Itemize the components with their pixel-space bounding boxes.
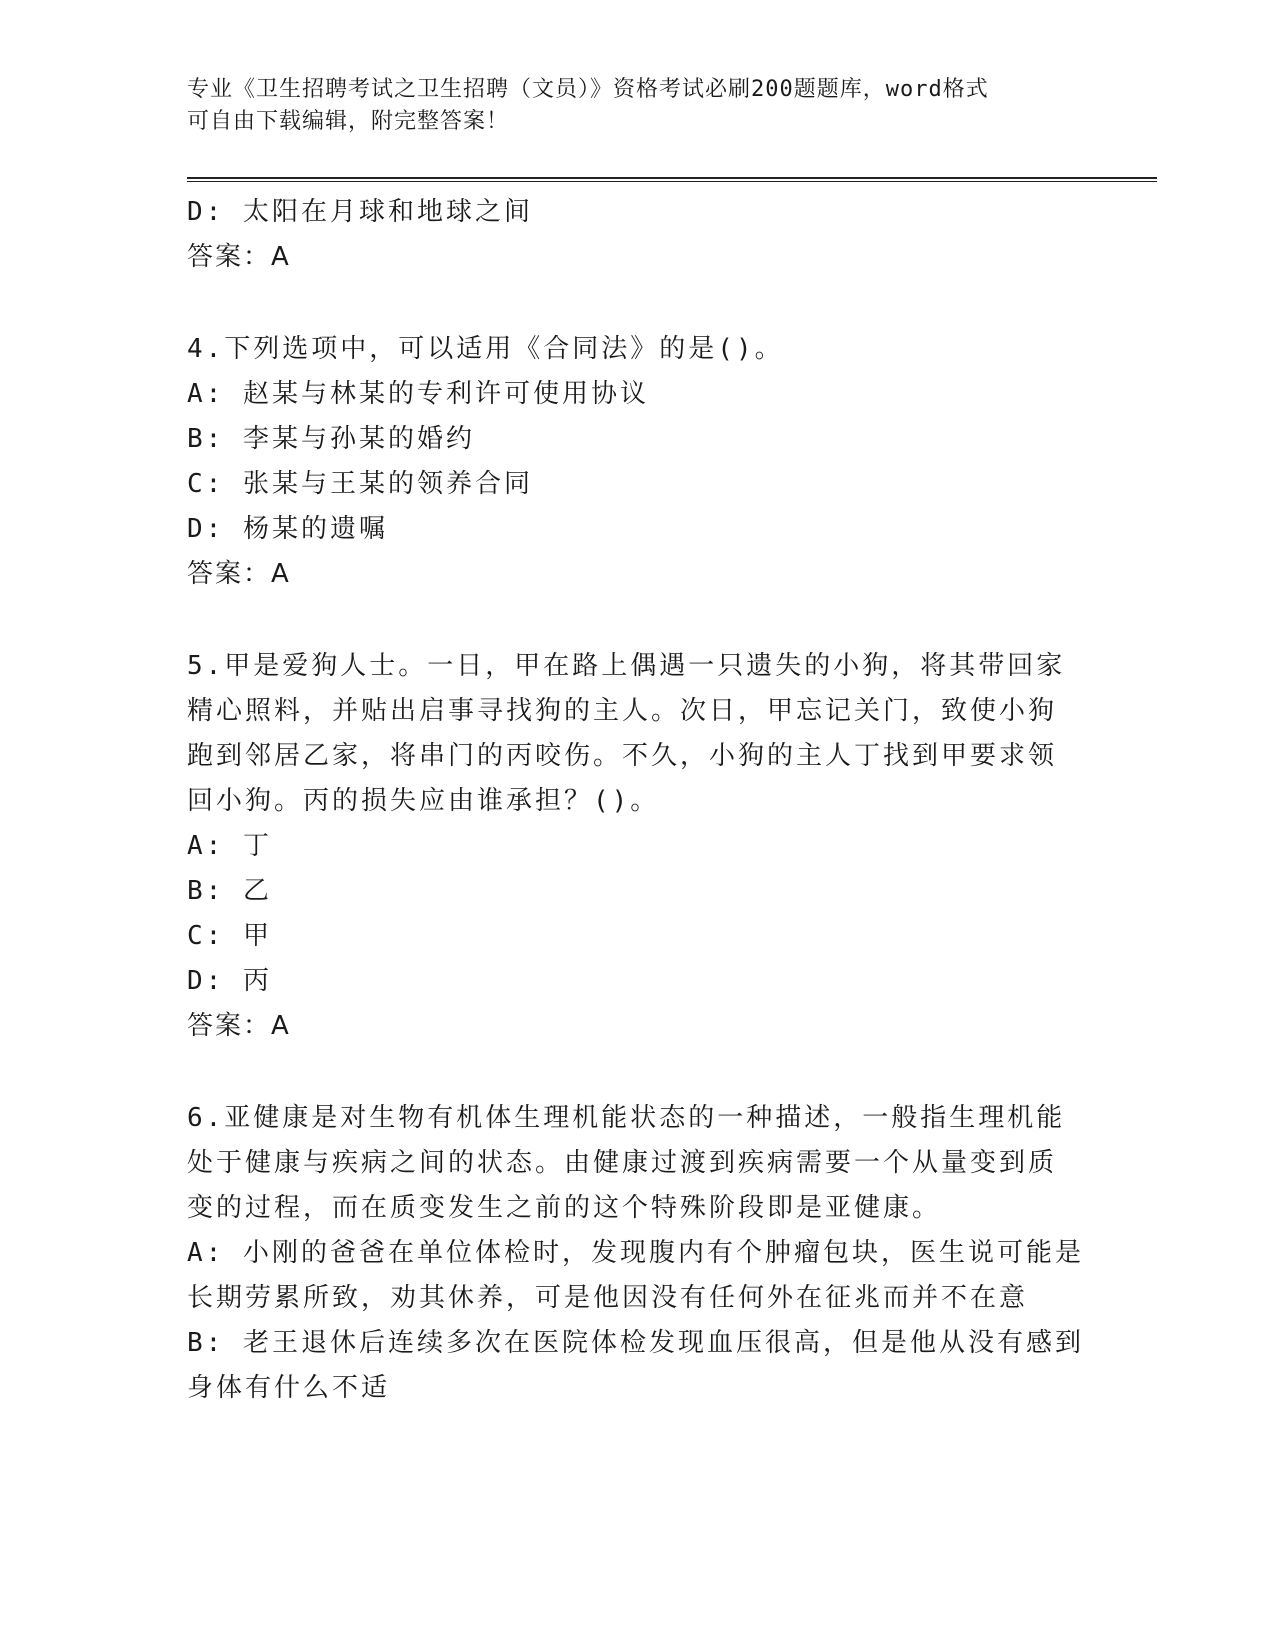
document-body <box>187 190 1087 1411</box>
header-divider-thin <box>187 181 1157 182</box>
question-stem-line-1: 5.甲是爱狗人士。一日，甲在路上偶遇一只遗失的小狗，将其带回家 <box>187 651 1066 681</box>
question-stem-line-4: 回小狗。丙的损失应由谁承担？()。 <box>187 786 660 816</box>
question-4 <box>187 327 1087 597</box>
prev-question-tail <box>187 190 1087 280</box>
option-d: D: 杨某的遗嘱 <box>187 514 388 544</box>
option-c: C: 张某与王某的领养合同 <box>187 469 533 499</box>
option-a-line-2: 长期劳累所致，劝其休养，可是他因没有任何外在征兆而并不在意 <box>187 1283 1029 1313</box>
option-d: D: 丙 <box>187 966 272 996</box>
answer: 答案：A <box>187 1011 291 1041</box>
question-stem-line-3: 变的过程，而在质变发生之前的这个特殊阶段即是亚健康。 <box>187 1193 942 1223</box>
header-line-1: 专业《卫生招聘考试之卫生招聘（文员）》资格考试必刷200题题库，word格式 <box>187 77 989 102</box>
option-b-line-1: B: 老王退休后连续多次在医院体检发现血压很高，但是他从没有感到 <box>187 1328 1084 1358</box>
spacer <box>187 597 1087 644</box>
question-6 <box>187 1096 1087 1411</box>
option-b-line-2: 身体有什么不适 <box>187 1373 391 1403</box>
header-divider-thick <box>187 177 1157 179</box>
question-stem-line-1: 6.亚健康是对生物有机体生理机能状态的一种描述，一般指生理机能 <box>187 1103 1066 1133</box>
option-b: B: 李某与孙某的婚约 <box>187 424 475 454</box>
spacer <box>187 1049 1087 1096</box>
question-stem: 4.下列选项中，可以适用《合同法》的是()。 <box>187 334 784 364</box>
question-stem-line-3: 跑到邻居乙家，将串门的丙咬伤。不久，小狗的主人丁找到甲要求领 <box>187 741 1058 771</box>
option-d: D: 太阳在月球和地球之间 <box>187 197 533 227</box>
option-a: A: 赵某与林某的专利许可使用协议 <box>187 379 649 409</box>
answer: 答案：A <box>187 559 291 589</box>
question-stem-line-2: 精心照料，并贴出启事寻找狗的主人。次日，甲忘记关门，致使小狗 <box>187 696 1058 726</box>
document-header <box>187 74 1067 138</box>
option-b: B: 乙 <box>187 876 272 906</box>
option-c: C: 甲 <box>187 921 272 951</box>
question-stem-line-2: 处于健康与疾病之间的状态。由健康过渡到疾病需要一个从量变到质 <box>187 1148 1058 1178</box>
option-a: A: 丁 <box>187 831 272 861</box>
header-line-2: 可自由下载编辑，附完整答案！ <box>187 109 510 134</box>
answer: 答案：A <box>187 242 291 272</box>
option-a-line-1: A: 小刚的爸爸在单位体检时，发现腹内有个肿瘤包块，医生说可能是 <box>187 1238 1084 1268</box>
spacer <box>187 280 1087 327</box>
question-5 <box>187 644 1087 1049</box>
